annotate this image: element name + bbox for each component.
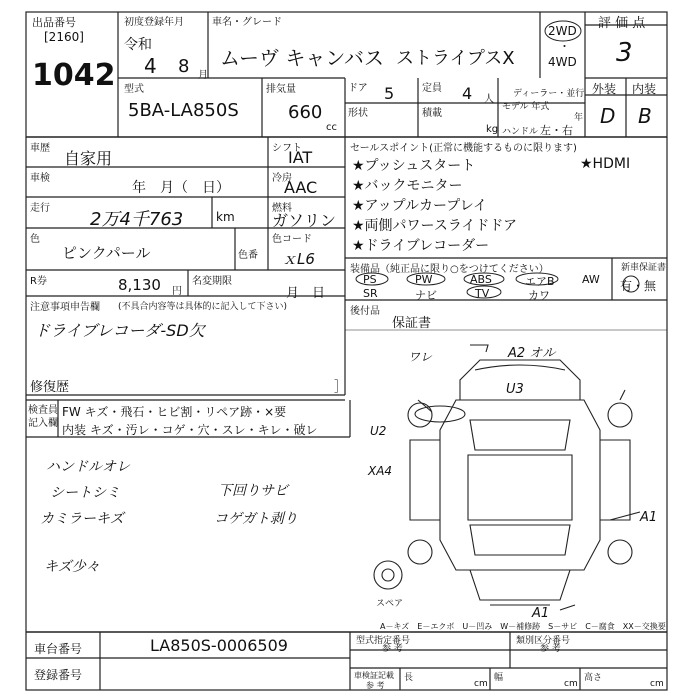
selling-point: ★ドライブレコーダー — [352, 238, 490, 254]
inspector-interior-row: 内装 キズ・汚レ・コゲ・穴・スレ・キレ・破レ — [62, 423, 318, 437]
car-grade: ストライプスX — [396, 48, 515, 69]
diagram-mark: A2 オル — [508, 346, 556, 361]
height-unit: cm — [650, 679, 664, 689]
diagram-mark: U2 — [370, 424, 387, 438]
ac-value: AAC — [284, 178, 318, 197]
handwritten-note: キズ少々 — [44, 559, 100, 575]
lot-label: 出品番号 — [32, 16, 76, 29]
ac-label: 冷房 — [272, 173, 292, 184]
type-designation-sub: 参 考 — [382, 644, 403, 654]
color-value: ピンクパール — [62, 244, 151, 262]
handle-value: 左・右 — [540, 124, 573, 137]
selling-points-label: セールスポイント(正常に機能するものに限ります) — [350, 143, 577, 154]
diagram-mark: A1 — [640, 510, 658, 525]
spare-label: スペア — [376, 599, 404, 609]
doors-label: ドア — [348, 83, 368, 94]
handwritten-note: 下回りサビ — [218, 483, 288, 499]
inspection-label: 車検 — [30, 173, 50, 184]
chassis-value: LA850S-0006509 — [150, 636, 288, 655]
width-label: 幅 — [494, 673, 504, 683]
inspector-label — [28, 404, 58, 430]
dimensions-sub: 参 考 — [366, 681, 385, 690]
fuel-value: ガソリン — [272, 211, 337, 230]
diagram-mark: ワレ — [408, 350, 433, 364]
equip-aw: AW — [582, 273, 600, 286]
drive-2wd: 2WD — [548, 24, 577, 38]
handwritten-note: シートシミ — [50, 485, 120, 501]
load-unit: kg — [486, 124, 499, 135]
equip-airbag: エアB — [525, 275, 555, 288]
displacement-label: 排気量 — [266, 84, 296, 95]
shape-label: 形状 — [348, 108, 368, 119]
load-label: 積載 — [422, 108, 442, 119]
interior-label: 内装 — [632, 82, 657, 96]
exterior-label: 外装 — [592, 82, 617, 96]
new-warranty-label: 新車保証書 — [621, 263, 667, 273]
handle-label: ハンドル — [502, 127, 539, 137]
equip-navi: ナビ — [415, 289, 437, 302]
class-sub: 参 考 — [540, 644, 561, 654]
recycle-value: 8,130 — [118, 276, 161, 294]
reg-label: 登録番号 — [34, 668, 83, 682]
inspector-label-2: 記入欄 — [28, 418, 58, 429]
model-year-label: モデル 年式 — [502, 102, 550, 112]
name-change-value: 月 日 — [286, 286, 326, 301]
capacity-unit: 人 — [484, 94, 494, 105]
equip-sr: SR — [363, 287, 378, 300]
first-reg-label: 初度登録年月 — [124, 17, 184, 28]
drive-4wd: 4WD — [548, 55, 577, 69]
displacement-value: 660 — [288, 102, 323, 123]
length-unit: cm — [474, 679, 488, 689]
after-value: 保証書 — [392, 316, 432, 331]
displacement-unit: cc — [326, 122, 337, 133]
capacity-label: 定員 — [422, 83, 442, 94]
equip-tv: TV — [475, 287, 490, 300]
width-unit: cm — [564, 679, 578, 689]
score-value: 3 — [616, 38, 633, 68]
year-unit: 年 — [574, 113, 584, 123]
selling-point: ★バックモニター — [352, 178, 463, 194]
equip-pw: PW — [415, 273, 433, 286]
dealer-label: ディーラー・並行 — [513, 89, 585, 99]
diagram-mark: A1 — [532, 606, 550, 621]
selling-point: ★プッシュスタート — [352, 158, 476, 174]
notes-sub-label: (不具合内容等は具体的に記入して下さい) — [118, 302, 288, 312]
mileage-label: 走行 — [30, 203, 50, 214]
inspector-label-1: 検査員 — [28, 405, 58, 416]
diagram-mark: XA4 — [368, 464, 393, 478]
reg-year: 4 — [144, 54, 157, 78]
equipment-label: 装備品（純正品に限り○をつけてください） — [350, 264, 549, 275]
handwritten-note: カミラーキズ — [40, 511, 124, 527]
repair-label: 修復歴 — [30, 380, 70, 395]
new-warranty-value: 有・無 — [620, 279, 657, 293]
history-label: 車歴 — [30, 143, 50, 154]
selling-point: ★両側パワースライドドア — [352, 218, 518, 234]
shift-value: IAT — [288, 148, 313, 167]
interior-value: B — [638, 104, 652, 128]
doors-value: 5 — [384, 84, 395, 103]
selling-point-extra: ★HDMI — [580, 156, 631, 172]
shift-label: シフト — [272, 143, 302, 154]
handwritten-note: コゲガト剥り — [214, 511, 298, 527]
fuel-label: 燃料 — [272, 203, 292, 214]
car-name-label: 車名・グレード — [212, 17, 282, 28]
handwritten-note: ハンドルオレ — [46, 459, 130, 475]
mileage-unit: km — [216, 210, 235, 224]
selling-point: ★アップルカープレイ — [352, 198, 488, 214]
mileage-value: 2万4千763 — [90, 209, 184, 230]
dimensions-label: 車検証記載 — [354, 671, 394, 680]
recycle-unit: 円 — [172, 286, 182, 297]
equip-abs: ABS — [470, 273, 492, 286]
car-name: ムーヴ キャンバス — [220, 46, 384, 70]
name-change-label: 名変期限 — [192, 276, 232, 287]
drive-dot: ・ — [559, 40, 570, 53]
equip-leather: カワ — [528, 289, 550, 302]
diagram-mark: U3 — [506, 382, 524, 397]
selling-points-list — [352, 156, 517, 256]
model-label: 型式 — [124, 84, 144, 95]
equip-ps: PS — [363, 273, 377, 286]
color-code-value: ｘL6 — [282, 250, 315, 268]
lot-number: 1042 — [32, 58, 116, 93]
notes-label: 注意事項申告欄 — [30, 302, 100, 313]
class-label: 類別区分番号 — [516, 636, 571, 646]
model-value: 5BA-LA850S — [128, 100, 239, 121]
type-designation-label: 型式指定番号 — [356, 636, 411, 646]
color-label: 色 — [30, 234, 40, 245]
damage-legend: A－キズ E－エクボ U－凹み W－補修跡 S－サビ C－腐食 XX－交換要 — [380, 622, 666, 631]
score-label: 評 価 点 — [598, 16, 646, 31]
lot-sub: [2160] — [44, 30, 84, 44]
chassis-label: 車台番号 — [34, 642, 83, 656]
after-label: 後付品 — [350, 306, 380, 317]
repair-close: ］ — [334, 380, 348, 395]
era: 令和 — [124, 37, 152, 53]
exterior-value: D — [600, 104, 616, 128]
month-unit: 月 — [198, 70, 208, 81]
recycle-label: R券 — [30, 276, 47, 287]
length-label: 長 — [404, 673, 414, 683]
inspector-exterior-row: FW キズ・飛石・ヒビ割・リペア跡・×要 — [62, 405, 287, 419]
history-value: 自家用 — [64, 149, 113, 168]
reg-month: 8 — [178, 56, 190, 77]
capacity-value: 4 — [462, 84, 473, 103]
color-number-label: 色番 — [238, 250, 258, 261]
inspection-value: 年 月（ 日） — [132, 180, 230, 196]
notes-text: ドライブレコーダ-SD欠 — [34, 321, 205, 340]
height-label: 高さ — [584, 673, 603, 683]
color-code-label: 色コード — [272, 234, 312, 245]
